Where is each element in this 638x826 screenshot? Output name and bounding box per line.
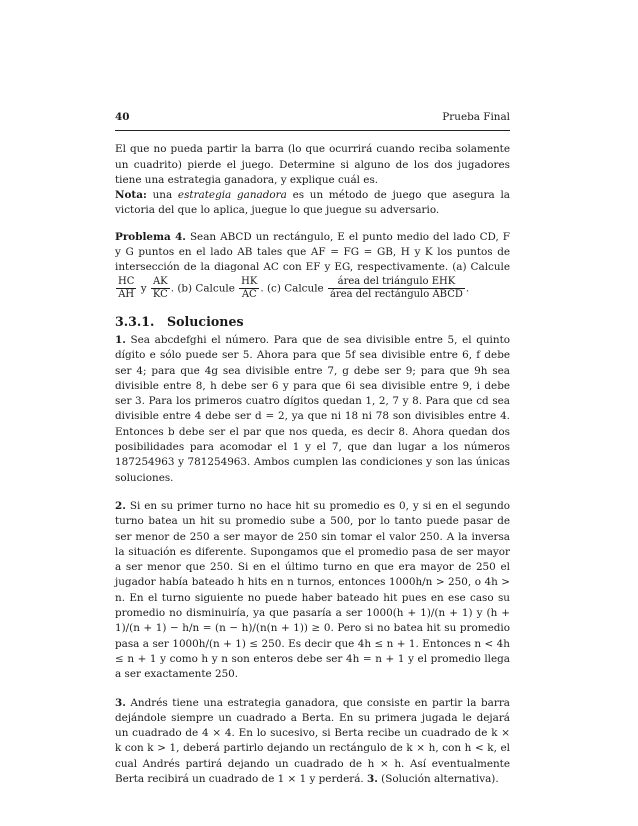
conjunction: y xyxy=(140,282,147,295)
fraction-denominator: AC xyxy=(241,288,257,300)
page-number: 40 xyxy=(115,111,130,123)
note-pre: una xyxy=(152,189,173,202)
fraction-hc-ah xyxy=(116,276,136,301)
document-page xyxy=(115,110,510,787)
solution-3 xyxy=(115,696,510,788)
solution-2-label: 2. xyxy=(115,499,126,512)
solution-1-body: Sea abcdefghi el número. Para que de sea divisible entre 5, el quinto dígito e sólo puede ser 5. Ahora para que 5f sea divisible entre 6, f debe ser 4; para que 4g sea divisible entre 7, g debe ser 9; para que 9h sea divisible entre 8, h debe ser 6 y para que 6i sea divisible entre 9, i debe ser 3. Para los primeros cuatro dígitos quedan 1, 2, 7 y 8. Para que cd sea divisible entre 4 debe ser d = 2, ya que ni 18 ni 78 son divisibles entre 4. Entonces b debe ser el par que nos queda, es decir 8. Ahora quedan dos posibilidades para acomodar el 1 y el 7, que dan lugar a los números 187254963 y 781254963. Ambos cumplen las condiciones y son las únicas soluciones. xyxy=(115,333,510,484)
fraction-denominator: KC xyxy=(152,288,168,300)
solution-3-alt-text: (Solución alternativa). xyxy=(381,772,499,785)
section-title: Soluciones xyxy=(167,313,244,329)
fraction-area-ratio xyxy=(328,276,465,301)
running-title: Prueba Final xyxy=(442,111,510,123)
solution-3-body: Andrés tiene una estrategia ganadora, que consiste en partir la barra dejándole siempre un cuadrado a Berta. En su primera jugada le dejará un cuadrado de 4 × 4. En lo sucesivo, si Berta recibe un cuadrado de k × k con k > 1, deberá partirlo dejando un rectángulo de k × h, con h < k, el cual Andrés partirá dejando un cuadrado de h × h. Así eventualmente Berta recibirá un cuadrado de 1 × 1 y perderá. xyxy=(115,696,510,785)
fraction-numerator: HC xyxy=(118,275,135,287)
problem-4-label: Problema 4. xyxy=(115,230,186,243)
note-post: es un método de juego que asegura la victoria del que lo aplica, juegue lo que juegue su adversario. xyxy=(115,189,511,217)
problem-4-statement: Sean ABCD un rectángulo, E el punto medio del lado CD, F y G puntos en el lado AB tales que AF = FG = GB, H y K los puntos de intersección de la diagonal AC con EF y EG, respectivamente. (a) Calcule xyxy=(115,230,511,274)
solution-2-body: Si en su primer turno no hace hit su promedio es 0, y si en el segundo turno batea un hit su promedio sube a 500, por lo tanto puede pasar de ser menor de 250 a ser mayor de 250 sin tomar el valor 250. A la inversa la situación es diferente. Supongamos que el promedio pasa de ser mayor a ser menor que 250. Si en el último turno en que era mayor de 250 el jugador había bateado h hits en n turnos, entonces 1000h/n > 250, o 4h > n. En el turno siguiente no puede haber bateado hit pues en ese caso su promedio no disminuiría, ya que pasaría a ser 1000(h + 1)/(n + 1) y (h + 1)/(n + 1) − h/n = (n − h)/(n(n + 1)) ≥ 0. Pero si no batea hit su promedio pasa a ser 1000h/(n + 1) ≤ 250. Es decir que 4h ≤ n + 1. Entonces n < 4h ≤ n + 1 y como h y n son enteros debe ser 4h = n + 1 y el promedio llega a ser exactamente 250. xyxy=(115,499,510,681)
note-label: Nota: xyxy=(115,189,147,202)
running-header xyxy=(115,110,510,131)
note-term: estrategia ganadora xyxy=(177,189,287,202)
part-b-label: (b) Calcule xyxy=(177,282,235,295)
part-c-label: . (c) Calcule xyxy=(260,282,324,295)
fraction-ak-kc xyxy=(151,276,170,301)
problem-4 xyxy=(115,230,510,301)
solution-2-text xyxy=(115,499,510,683)
fraction-numerator: HK xyxy=(241,275,258,287)
intro-block xyxy=(115,142,510,218)
fraction-numerator: área del triángulo EHK xyxy=(328,276,465,289)
solution-1-label: 1. xyxy=(115,333,126,346)
solution-3-alt-label: 3. xyxy=(367,772,378,785)
fraction-denominator: AH xyxy=(118,288,135,300)
fraction-numerator: AK xyxy=(151,276,170,289)
fraction-denominator: área del rectángulo ABCD xyxy=(329,288,463,300)
solution-3-text xyxy=(115,696,510,788)
section-number: 3.3.1. xyxy=(115,313,155,329)
solution-2 xyxy=(115,499,510,683)
solution-1 xyxy=(115,333,510,486)
intro-paragraph: El que no pueda partir la barra (lo que ocurrirá cuando reciba solamente un cuadrito) pierde el juego. Determine si alguno de los dos jugadores tiene una estrategia ganadora, y explique cuál es. xyxy=(115,143,510,186)
problem-4-text: Problema 4. Sean ABCD un rectángulo, E el punto medio del lado CD, F y G puntos en el lado AB tales que AF = FG = GB, H y K los puntos de intersección de la diagonal AC con EF y EG, respectivamente. (a) Calcule $\frac{HC}{AH}$ y $\frac{AK}{KC}$ . (b) Calcule $\frac{HK}{AC}$ . (c) Calcule $\frac{\text{área del triángulo EHK}}{\text{área del rectángulo ABCD}}$ . xyxy=(115,230,511,300)
section-heading xyxy=(115,314,510,329)
solution-3-label: 3. xyxy=(115,696,126,709)
solution-1-text xyxy=(115,333,510,486)
fraction-hk-ac xyxy=(239,276,259,301)
note-paragraph xyxy=(115,188,510,219)
